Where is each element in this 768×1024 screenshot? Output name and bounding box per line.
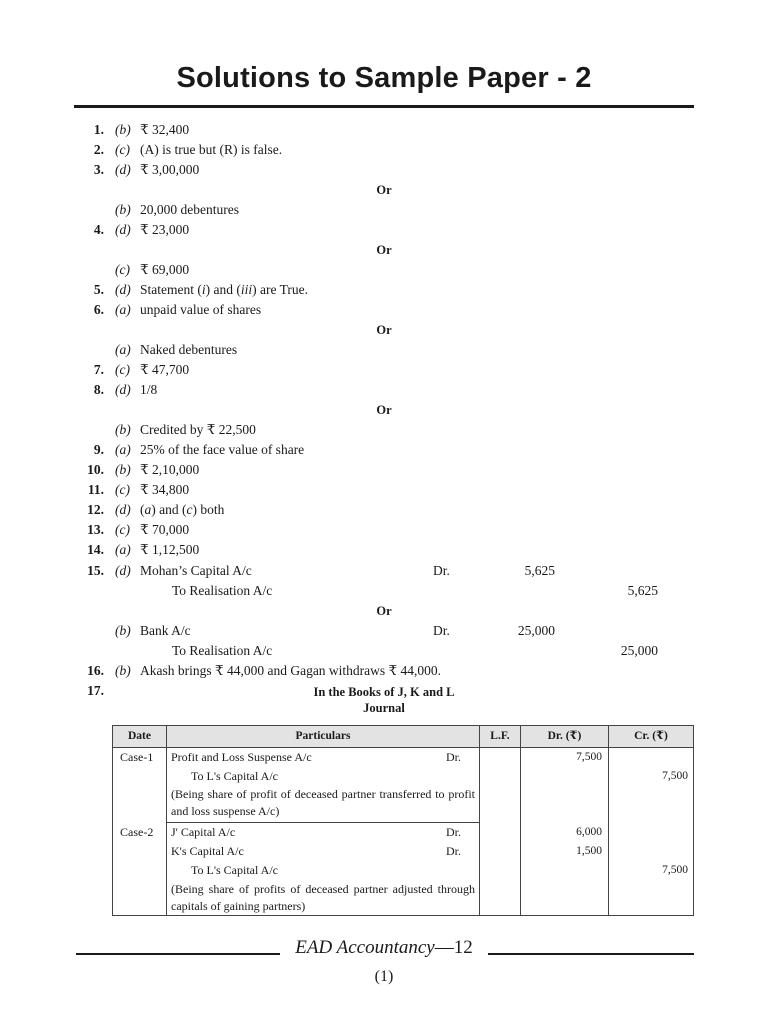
answer-text: 1/8 [140,382,158,397]
title-rule [74,105,694,108]
answer-number: 15. [87,563,104,578]
answer-5 [0,280,768,300]
answer-text: ₹ 23,000 [140,222,190,237]
answer-option: (c) [115,482,130,497]
case-1-date: Case-1 [120,750,154,764]
or-label: Or [376,183,392,197]
header-credit: Cr. (₹) [634,730,668,742]
answer-number: 8. [93,382,104,397]
answer-13 [0,520,768,540]
answer-number: 9. [93,442,104,457]
answer-option: (b) [115,122,131,137]
answer-text: Naked debentures [140,342,238,357]
answer-option: (a) [115,542,131,557]
answer-option: (d) [115,282,131,297]
answer-option: (d) [115,563,131,578]
answer-text: Akash brings ₹ 44,000 and Gagan withdraws ₹ 44,000. [140,663,442,678]
answer-4 [0,220,768,240]
case-1-debit-account: Profit and Loss Suspense A/c [171,750,312,764]
column-divider [479,726,480,915]
answer-8 [0,380,768,400]
answer-15 [0,561,768,581]
answer-text: ₹ 32,400 [140,122,190,137]
or-label: Or [376,323,392,337]
answer-16 [0,661,768,681]
answer-option: (c) [115,262,130,277]
case-2-debit-account-1: J' Capital A/c [171,825,236,839]
answer-number: 17. [87,683,104,698]
answer-15-alternative-credit [0,641,768,661]
answer-number: 13. [87,522,104,537]
answer-15-credit [0,581,768,601]
answer-number: 1. [93,122,104,137]
answer-14 [0,540,768,560]
case-1-credit-account: To L's Capital A/c [191,769,278,783]
answer-option: (b) [115,663,131,678]
debit-amount: 5,625 [524,563,555,578]
answer-8-alternative [0,420,768,440]
case-2-date: Case-2 [120,825,154,839]
answer-4-alternative [0,260,768,280]
case-2-debit-account-2: K's Capital A/c [171,844,244,858]
answer-option: (c) [115,362,130,377]
case-2-credit-amount: 7,500 [662,864,688,876]
column-divider [166,726,167,915]
answer-number: 14. [87,542,104,557]
answer-number: 6. [93,302,104,317]
answer-number: 7. [93,362,104,377]
header-particulars: Particulars [295,730,351,742]
answer-text: Credited by ₹ 22,500 [140,422,256,437]
answer-text: (a) and (c) both [140,502,225,517]
answer-option: (d) [115,222,131,237]
answer-9 [0,440,768,460]
answer-number: 3. [93,162,104,177]
answer-text: Mohan’s Capital A/c [140,563,252,578]
answer-15-alternative [0,621,768,641]
answer-3 [0,160,768,180]
credit-amount: 25,000 [620,643,658,658]
answer-number: 2. [93,142,104,157]
footer-rule-left [76,953,280,955]
answer-text: unpaid value of shares [140,302,262,317]
debit-label: Dr. [433,563,450,578]
page-number: (1) [374,968,394,985]
case-2-dr-label-2: Dr. [446,844,461,858]
answer-text: Statement (i) and (iii) are True. [140,282,308,297]
case-2-dr-label-1: Dr. [446,825,461,839]
answer-text: ₹ 47,700 [140,362,190,377]
header-debit: Dr. (₹) [547,730,582,742]
credit-text: To Realisation A/c [172,583,273,598]
answer-text: ₹ 34,800 [140,482,190,497]
answer-text: Bank A/c [140,623,191,638]
answer-7 [0,360,768,380]
answer-text: ₹ 1,12,500 [140,542,200,557]
answer-6-alternative [0,340,768,360]
case-2-credit-account: To L's Capital A/c [191,863,278,877]
case-2-debit-amount-1: 6,000 [576,826,602,838]
case-separator [166,822,479,823]
answer-option: (b) [115,422,131,437]
journal-table [112,725,694,916]
answer-6 [0,300,768,320]
answer-option: (d) [115,382,131,397]
answer-option: (b) [115,462,131,477]
answer-number: 5. [93,282,104,297]
answer-text: ₹ 70,000 [140,522,190,537]
case-2-debit-amount-2: 1,500 [576,845,602,857]
answer-12 [0,500,768,520]
answer-3-alternative [0,200,768,220]
credit-text: To Realisation A/c [172,643,273,658]
answer-option: (c) [115,142,130,157]
case-1-dr-label: Dr. [446,750,461,764]
journal-heading: Journal [363,701,405,715]
footer-title: EAD Accountancy—12 [295,937,473,958]
answer-text: ₹ 3,00,000 [140,162,200,177]
answer-option: (a) [115,442,131,457]
or-label: Or [376,604,392,618]
case-1-debit-amount: 7,500 [576,751,602,763]
credit-amount: 5,625 [627,583,658,598]
answer-2 [0,140,768,160]
answer-option: (d) [115,502,131,517]
or-label: Or [376,403,392,417]
header-lf: L.F. [490,730,510,742]
debit-label: Dr. [433,623,450,638]
answer-number: 16. [87,663,104,678]
answer-number: 4. [93,222,104,237]
answer-10 [0,460,768,480]
books-heading: In the Books of J, K and L [313,685,455,699]
case-1-narration: (Being share of profit of deceased partner transferred to profit and loss suspense A/c) [171,787,475,818]
answer-option: (b) [115,623,131,638]
or-label: Or [376,243,392,257]
column-divider [608,726,609,915]
answer-number: 12. [87,502,104,517]
answer-option: (d) [115,162,131,177]
case-2-narration: (Being share of profits of deceased partner adjusted through capitals of gaining partners) [171,882,475,913]
answer-option: (a) [115,342,131,357]
answer-text: 25% of the face value of share [140,442,305,457]
answer-number: 11. [87,482,104,497]
header-date: Date [128,730,151,742]
answer-text: ₹ 69,000 [140,262,190,277]
answer-option: (b) [115,202,131,217]
page-title: Solutions to Sample Paper - 2 [176,62,592,94]
answer-option: (c) [115,522,130,537]
answer-text: ₹ 2,10,000 [140,462,200,477]
answer-number: 10. [87,462,104,477]
case-1-credit-amount: 7,500 [662,770,688,782]
debit-amount: 25,000 [517,623,555,638]
answer-text: (A) is true but (R) is false. [140,142,283,157]
answer-text: 20,000 debentures [140,202,239,217]
footer-rule-right [488,953,694,955]
answer-11 [0,480,768,500]
answer-option: (a) [115,302,131,317]
answer-1 [0,120,768,140]
